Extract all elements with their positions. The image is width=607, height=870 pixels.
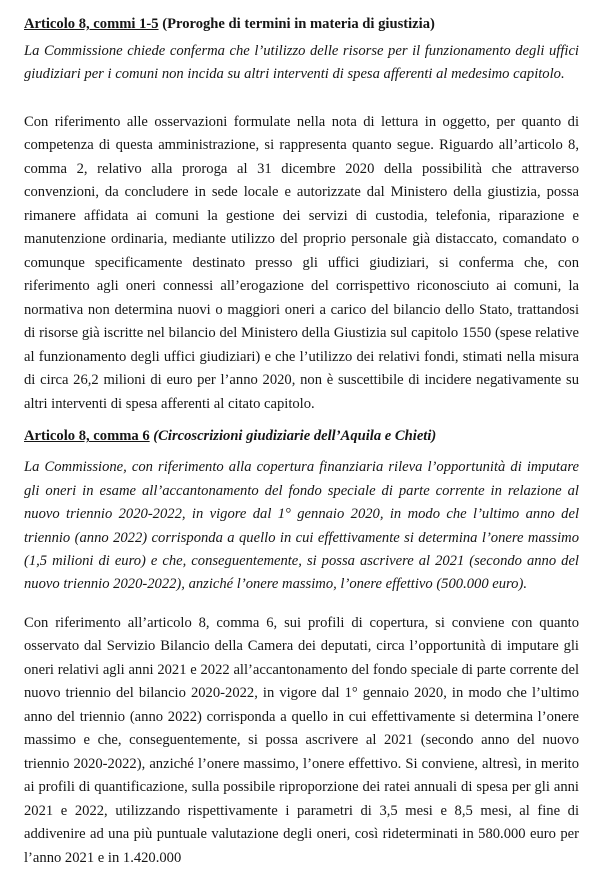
section-subject: (Circoscrizioni giudiziarie dell’Aquila e Chieti) [153,428,437,445]
article-reference: Articolo 8, comma 6 [24,428,150,445]
ministry-response: Con riferimento alle osservazioni formulate nella nota di lettura in oggetto, per quanto di competenza di questa amministrazione, si rappresenta quanto segue. Riguardo all’articolo 8, comma 2, relativo alla proroga al 31 dicembre 2020 della possibilità che attraverso convenzioni, da concludere in sede locale e autorizzate dal Ministero della giustizia, possa rimanere affidata ai comuni la gestione dei servizi di custodia, telefonia, riparazione e manutenzione ordinaria, mediante utilizzo del proprio personale già distaccato, comandato o comunque specificamente destinato presso gli uffici giudiziari, si conferma che, con riferimento agli oneri connessi all’erogazione del corrispettivo riconosciuto ai comuni, la normativa non determina nuovi o maggiori oneri a carico del bilancio dello Stato, trattandosi di risorse già iscritte nel bilancio del Ministero della Giustizia sul capitolo 1550 (spese relative al funzionamento degli uffici giudiziari) e che l’utilizzo dei relativi fondi, stimati nella misura di circa 26,2 milioni di euro per l’anno 2020, non è suscettibile di incidere negativamente su altri interventi di spesa afferenti al citato capitolo. [24,113,579,412]
section-subject: (Proroghe di termini in materia di giustizia) [162,16,435,32]
section-heading-articolo-8-commi-1-5 [24,14,579,34]
commission-observation: La Commissione, con riferimento alla copertura finanziaria rileva l’opportunità di imputare gli oneri in esame all’accantonamento del fondo speciale di parte corrente in relazione al nuovo triennio 2020-2022, in vigore dal 1° gennaio 2020, in modo che l’ultimo anno del triennio (anno 2022) corrisponda a quello in cui effettivamente si determina l’onere massimo (1,5 milioni di euro) e che, conseguentemente, si possa ascrivere al 2021 (secondo anno del nuovo triennio 2020-2022), anziché l’onere massimo, l’onere effettivo (500.000 euro). [24,459,579,593]
section-heading-articolo-8-comma-6 [24,426,579,446]
ministry-response: Con riferimento all’articolo 8, comma 6, sui profili di copertura, si conviene con quanto osservato dal Servizio Bilancio della Camera dei deputati, circa l’opportunità di imputare gli oneri relativi agli anni 2021 e 2022 all’accantonamento del fondo speciale di parte corrente del nuovo triennio del bilancio 2020-2022, in vigore dal 1° gennaio 2020, in modo che l’ultimo anno del triennio (anno 2022) corrisponda a quello in cui effettivamente si determina l’onere massimo e che, conseguentemente, si possa ascrivere al 2021 (secondo anno del nuovo triennio 2020-2022), anziché l’onere massimo, l’onere effettivo. Si conviene, altresì, in merito ai profili di quantificazione, sulla possibile riproporzione dei ratei annuali di spesa per gli anni 2021 e 2022, utilizzando rispettivamente i parametri di 3,5 mesi e 8,5 mesi, al fine di addivenire ad una più puntuale valutazione degli oneri, così rideterminati in 580.000 euro per l’anno 2021 e in 1.420.000 [24,614,579,866]
commission-observation: La Commissione chiede conferma che l’utilizzo delle risorse per il funzionamento degli uffici giudiziari per i comuni non incida su altri interventi di spesa afferenti al medesimo capitolo. [24,43,579,83]
article-reference: Articolo 8, commi 1-5 [24,16,159,32]
